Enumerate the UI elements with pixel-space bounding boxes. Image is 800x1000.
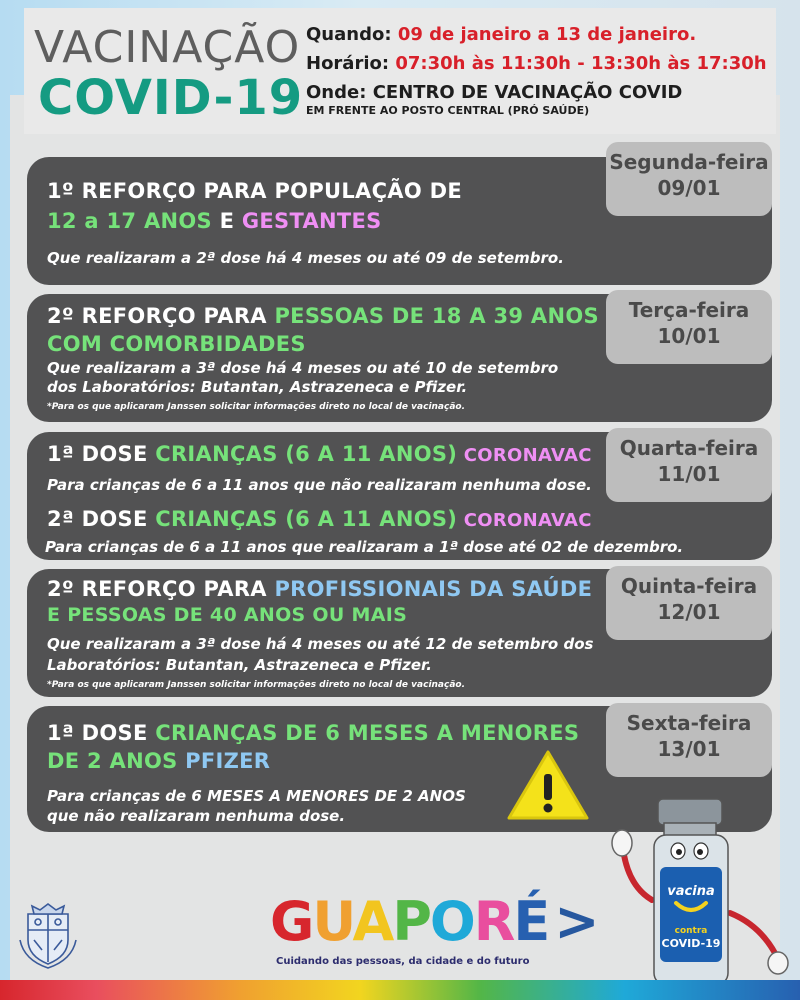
- when-line: [306, 20, 767, 49]
- logo-letter: R: [473, 890, 514, 953]
- age-group: 12 a 17 ANOS: [47, 209, 212, 233]
- card-description-2: dos Laboratórios: Butantan, Astrazeneca e Pfizer.: [47, 378, 468, 396]
- when-label: Quando:: [306, 24, 392, 45]
- dose-first-description: Para crianças de 6 a 11 anos que não realizaram nenhuma dose.: [47, 476, 592, 494]
- schedule-info: [306, 20, 767, 117]
- group-health-professionals: PROFISSIONAIS DA SAÚDE: [274, 577, 593, 601]
- rainbow-stripe: [0, 980, 800, 1000]
- logo-letters: [270, 890, 548, 953]
- dose-first-title: [47, 442, 592, 466]
- connector: E: [211, 209, 242, 233]
- card-subtitle: [47, 209, 382, 233]
- day-date: 10/01: [657, 324, 721, 348]
- day-date: 12/01: [657, 600, 721, 624]
- guapore-logo: [270, 890, 598, 953]
- dose-second-description: Para crianças de 6 a 11 anos que realizaram a 1ª dose até 02 de dezembro.: [45, 538, 684, 556]
- card-description: Que realizaram a 2ª dose há 4 meses ou até 09 de setembro.: [47, 249, 564, 267]
- logo-letter: U: [312, 890, 353, 953]
- day-name: Sexta-feira: [626, 711, 752, 735]
- group-pregnant: GESTANTES: [241, 209, 382, 233]
- age-group: CRIANÇAS DE 6 MESES A MENORES: [155, 721, 580, 745]
- time-label: Horário:: [306, 53, 390, 74]
- time-line: [306, 49, 767, 78]
- logo-letter: O: [429, 890, 474, 953]
- card-subtitle: COM COMORBIDADES: [47, 332, 306, 356]
- card-description-2: Laboratórios: Butantan, Astrazeneca e Pfizer.: [47, 656, 432, 674]
- dose-label: 1ª DOSE: [47, 442, 156, 466]
- dose-label: 2º REFORÇO PARA: [47, 304, 275, 328]
- day-name: Quinta-feira: [620, 574, 758, 598]
- card-title: [47, 577, 592, 601]
- title-vacinacao: VACINAÇÃO: [34, 22, 301, 73]
- logo-arrow: >: [554, 890, 598, 953]
- where-label: Onde:: [306, 82, 367, 103]
- day-badge-monday: [606, 142, 772, 216]
- vaccine-name: CORONAVAC: [457, 445, 592, 466]
- age-group-2: DE 2 ANOS: [47, 749, 178, 773]
- logo-letter: É: [513, 890, 549, 953]
- card-description-2: que não realizaram nenhuma dose.: [47, 807, 346, 825]
- where-value: CENTRO DE VACINAÇÃO COVID: [372, 82, 683, 103]
- age-group: PESSOAS DE 18 A 39 ANOS: [274, 304, 599, 328]
- day-name: Segunda-feira: [609, 150, 769, 174]
- card-subtitle: [47, 749, 270, 773]
- where-line: [306, 78, 767, 107]
- time-value: 07:30h às 11:30h - 13:30h às 17:30h: [395, 53, 767, 74]
- day-name: Quarta-feira: [619, 436, 759, 460]
- vaccine-mascot-icon: [580, 795, 795, 990]
- vaccine-name: PFIZER: [177, 749, 271, 773]
- day-badge-wednesday: [606, 428, 772, 502]
- day-badge-tuesday: [606, 290, 772, 364]
- day-badge-friday: [606, 703, 772, 777]
- coat-of-arms-icon: [18, 900, 78, 970]
- card-description: Que realizaram a 3ª dose há 4 meses ou até 10 de setembro: [47, 359, 559, 377]
- day-name: Terça-feira: [628, 298, 750, 322]
- mascot-label-vacina: vacina: [667, 884, 715, 899]
- age-group: CRIANÇAS (6 A 11 ANOS): [155, 442, 458, 466]
- dose-label: 2º REFORÇO PARA: [47, 577, 275, 601]
- logo-letter: P: [392, 890, 430, 953]
- card-title: 1º REFORÇO PARA POPULAÇÃO DE: [47, 179, 462, 203]
- card-title: [47, 721, 579, 745]
- mascot-label-contra: contra: [674, 926, 708, 936]
- dose-label: 1ª DOSE: [47, 721, 156, 745]
- day-badge-thursday: [606, 566, 772, 640]
- card-note: *Para os que aplicaram Janssen solicitar informações direto no local de vacinação.: [47, 680, 466, 690]
- logo-wordmark: [270, 890, 598, 953]
- title-covid: COVID-19: [38, 70, 304, 126]
- vaccine-name: CORONAVAC: [457, 510, 592, 531]
- mascot-label-covid: COVID-19: [661, 937, 721, 950]
- card-title: [47, 304, 599, 328]
- logo-letter: A: [352, 890, 393, 953]
- when-value: 09 de janeiro a 13 de janeiro.: [397, 24, 697, 45]
- day-date: 13/01: [657, 737, 721, 761]
- card-description: Para crianças de 6 MESES A MENORES DE 2 ANOS: [47, 787, 466, 805]
- card-subtitle: E PESSOAS DE 40 ANOS OU MAIS: [47, 604, 408, 626]
- warning-icon: [505, 748, 591, 822]
- dose-label: 2ª DOSE: [47, 507, 156, 531]
- header: [24, 8, 776, 134]
- card-description: Que realizaram a 3ª dose há 4 meses ou até 12 de setembro dos: [47, 635, 594, 653]
- logo-letter: G: [270, 890, 313, 953]
- day-date: 09/01: [657, 176, 721, 200]
- where-sub: EM FRENTE AO POSTO CENTRAL (PRÓ SAÚDE): [306, 104, 590, 117]
- card-note: *Para os que aplicaram Janssen solicitar informações direto no local de vacinação.: [47, 402, 466, 412]
- logo-tagline: Cuidando das pessoas, da cidade e do futuro: [276, 956, 530, 967]
- age-group: CRIANÇAS (6 A 11 ANOS): [155, 507, 458, 531]
- day-date: 11/01: [657, 462, 721, 486]
- dose-second-title: [47, 507, 592, 531]
